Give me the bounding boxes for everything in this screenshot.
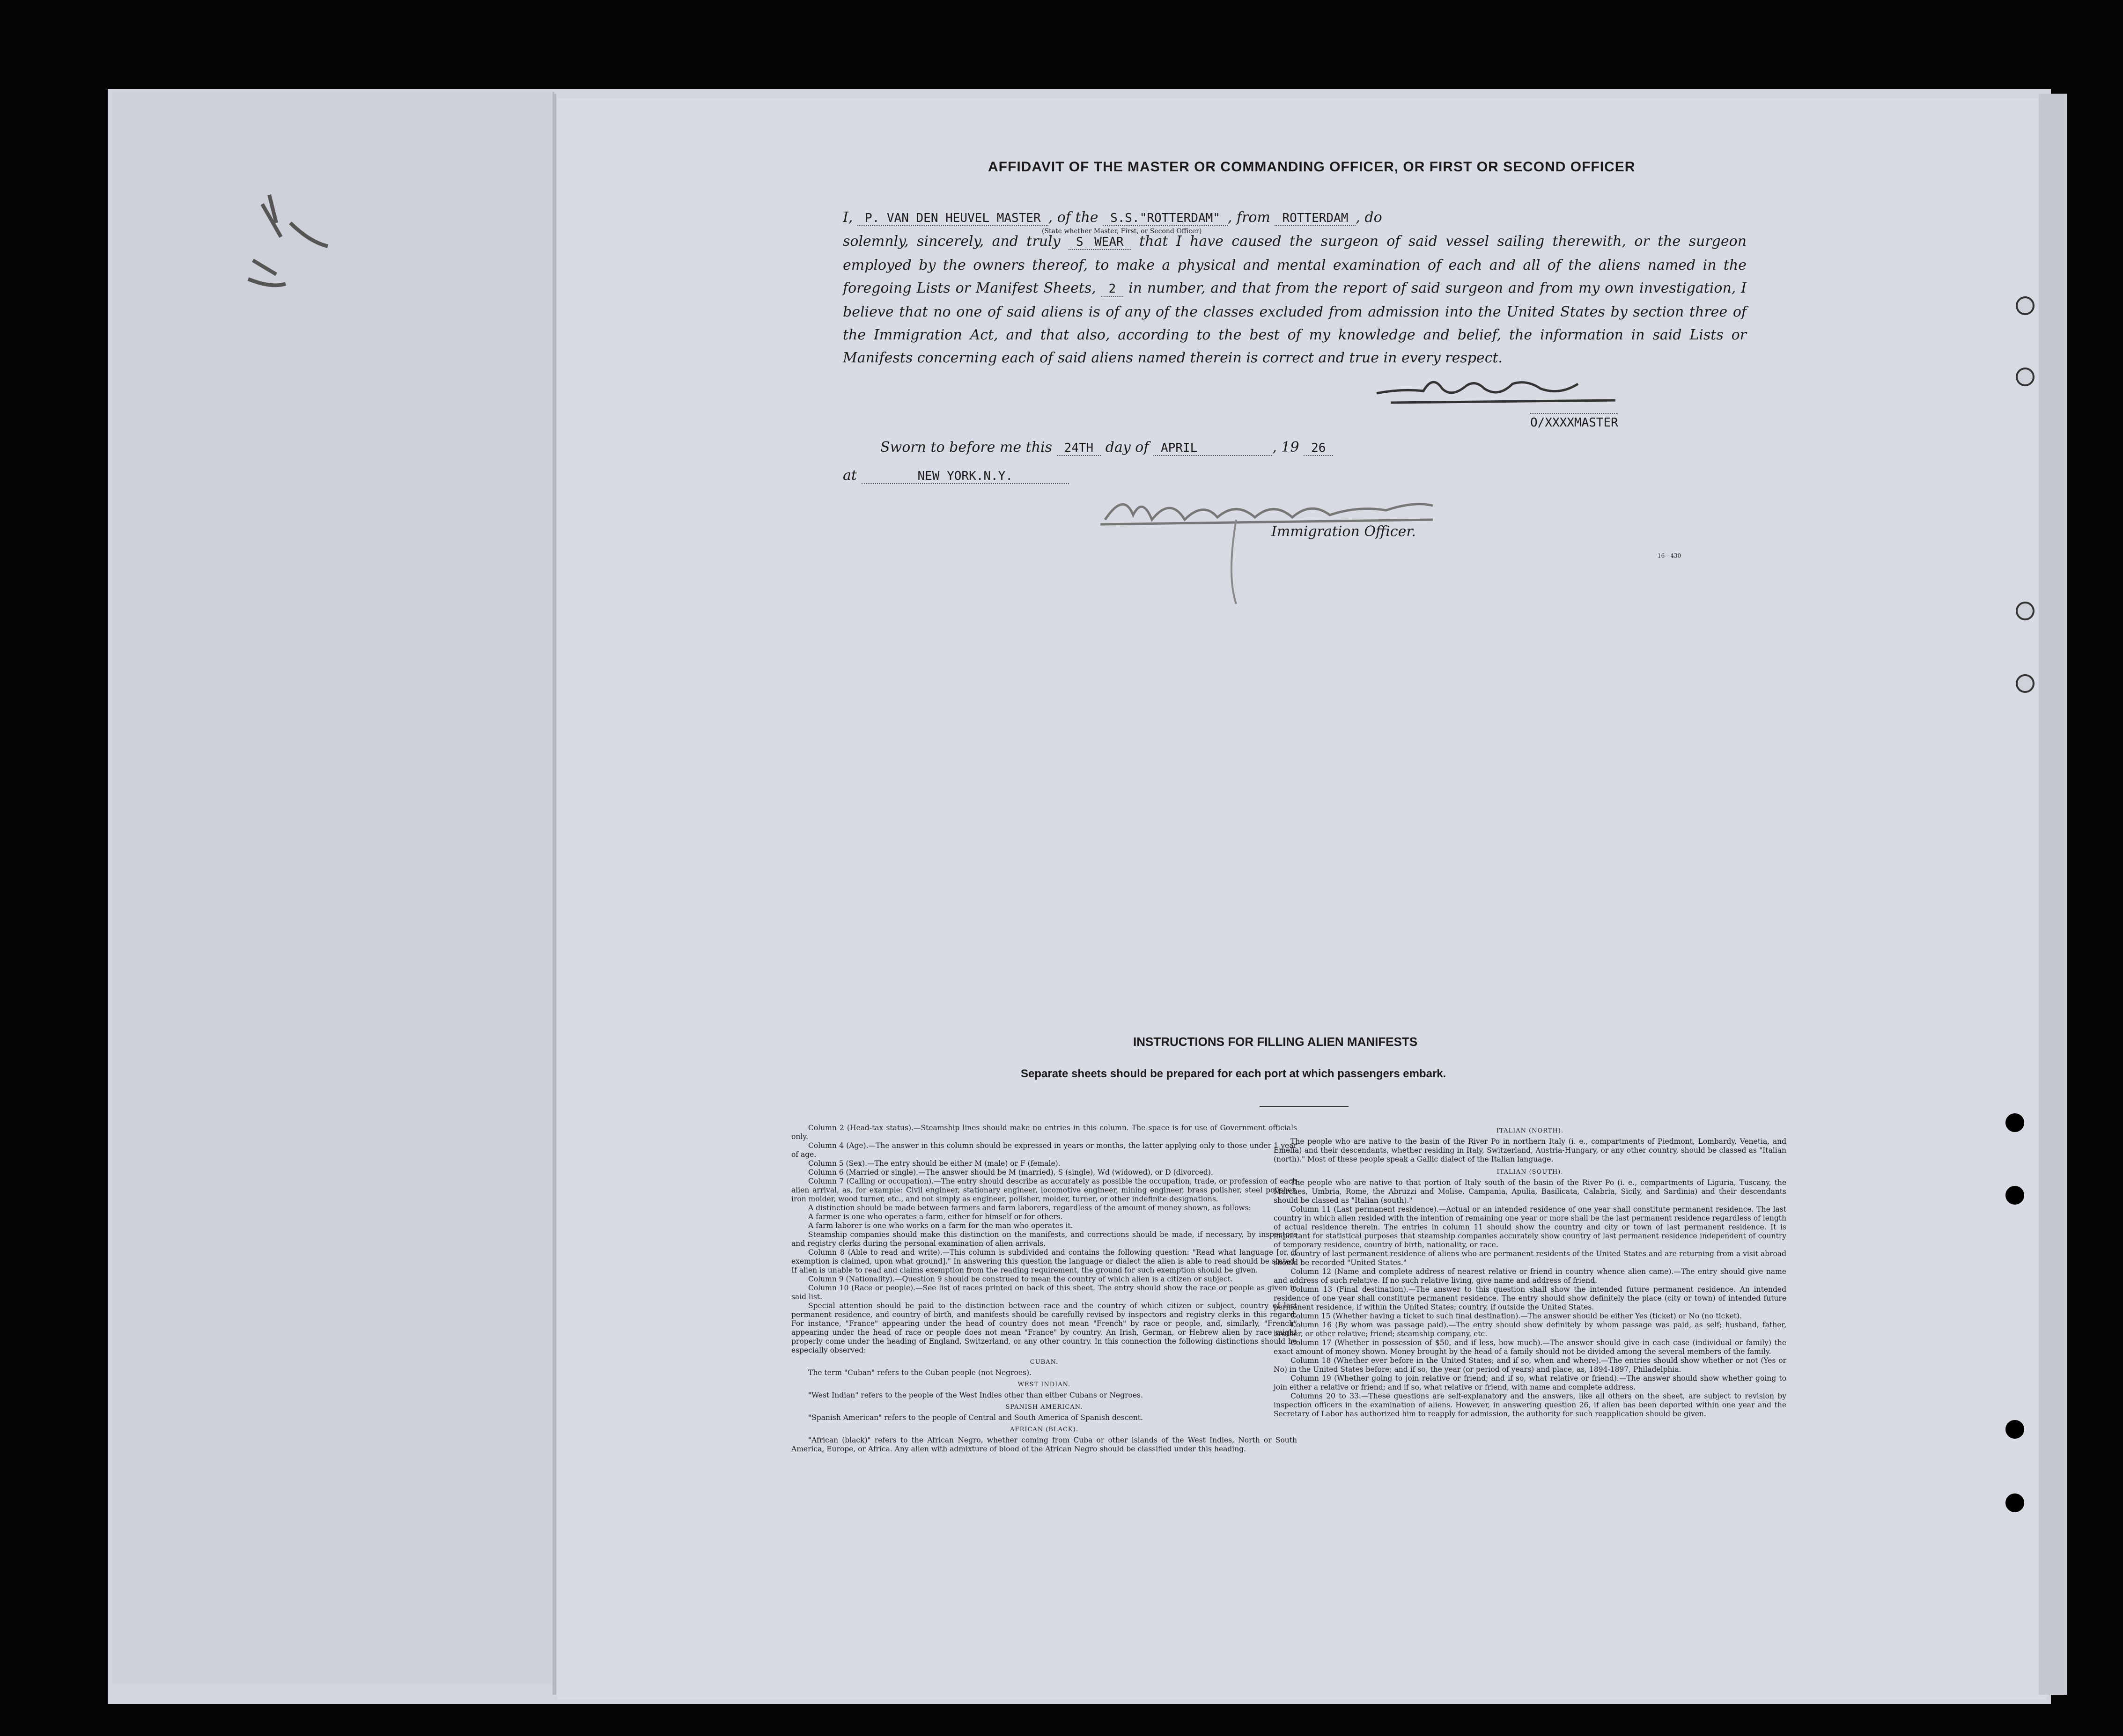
instruction-paragraph: A farmer is one who operates a farm, either for himself or for others. [808, 1213, 1063, 1221]
affidavit-text: I, [843, 209, 853, 226]
instruction-paragraph: The term "Cuban" refers to the Cuban people (not Negroes). [808, 1368, 1032, 1377]
instruction-paragraph: Column 15 (Whether having a ticket to such final destination).—The answer should be either Yes (ticket) or No (no ticket). [1290, 1312, 1742, 1320]
immigration-officer-signature [1096, 482, 1480, 609]
sheet-edge [553, 94, 556, 1695]
instruction-paragraph: Column 8 (Able to read and write).—This column is subdivided and contains the following question: "Read what language [or, if exemption is claimed, upon what ground]." In answering this question the language or dialect the alien is able to read should be stated. If alien is unable to read and claims exemption from the reading requirement, the ground for such exemption should be given. [791, 1248, 1297, 1274]
swear-field: S WEAR [1069, 235, 1131, 250]
divider [1260, 1106, 1349, 1107]
affidavit-text: , do [1356, 209, 1382, 226]
binder-hole [2005, 1493, 2024, 1512]
affidavit-text: in number, and that from the report of said surgeon and from my own investigation, I believe that no one of said aliens is of any of the classes excluded from admission into the United States by section three of the Immigration Act, and that also, according to the best of my knowledge and belief, the information in said Lists or Manifests concerning each of said aliens named therein is correct and true in every respect. [843, 280, 1747, 366]
section-heading: ITALIAN (NORTH). [1496, 1127, 1564, 1134]
instruction-paragraph: A distinction should be made between farmers and farm laborers, regardless of the amount of money shown, as follows: [808, 1204, 1251, 1212]
instruction-paragraph: Column 6 (Married or single).—The answer should be M (married), S (single), Wd (widowed), or D (divorced). [808, 1168, 1213, 1177]
immigration-officer-label: Immigration Officer. [1271, 523, 1416, 540]
instruction-paragraph: "African (black)" refers to the African Negro, whether coming from Cuba or other islands of the West Indies, North or South America, Europe, or Africa. Any alien with admixture of blood of the African Negro should be classified under this heading. [791, 1436, 1297, 1453]
instruction-paragraph: The people who are native to the basin of the River Po in northern Italy (i. e., compartments of Piedmont, Lombardy, Venetia, and Emelia) and their descendants, whether residing in Italy, Switzerland, Austria-Hungary, or any other country, should be classed as "Italian (north)." Most of these people speak a Gallic dialect of the Italian language. [1274, 1137, 1786, 1163]
section-heading: ITALIAN (SOUTH). [1496, 1169, 1563, 1176]
section-heading: WEST INDIAN. [1017, 1381, 1071, 1388]
instruction-paragraph: Column 7 (Calling or occupation).—The entry should describe as accurately as possible the occupation, trade, or profession of each alien arrival, as, for example: Civil engineer, stationary engineer, locomotive engineer, mining engineer, brass polisher, steel polisher, iron molder, wood turner, etc., and not simply as engineer, polisher, molder, turner, or other indefinite designations. [791, 1177, 1297, 1203]
affidavit-body [843, 206, 1747, 369]
instruction-paragraph: Column 10 (Race or people).—See list of races printed on back of this sheet. The entry should show the race or people as given in said list. [791, 1284, 1297, 1301]
instruction-paragraph: Column 13 (Final destination).—The answer to this question shall show the intended future permanent residence. An intended residence of one year shall constitute permanent residence. The entry should show definitely the place (city or town) of intended future permanent residence, if within the United States; country, if outside the United States. [1274, 1285, 1786, 1311]
instruction-paragraph: Column 19 (Whether going to join relative or friend; and if so, what relative or friend).—The answer should show whether going to join either a relative or friend; and if so, what relative or friend, with name and complete address. [1274, 1374, 1786, 1391]
binder-hole [2005, 1420, 2024, 1439]
sworn-day-field: 24TH [1057, 441, 1101, 456]
affidavit-title: AFFIDAVIT OF THE MASTER OR COMMANDING OFFICER, OR FIRST OR SECOND OFFICER [988, 159, 1636, 175]
binder-hole [2005, 1113, 2024, 1132]
instruction-paragraph: Column 12 (Name and complete address of nearest relative or friend in country whence alien came).—The entry should give name and address of such relative. If no such relative living, give name and address of friend. [1274, 1267, 1786, 1285]
instruction-paragraph: Column 11 (Last permanent residence).—Actual or an intended residence of one year shall constitute permanent residence. The last country in which alien resided with the intention of remaining one year or more shall be the last permanent residence regardless of length of actual residence therein. The entries in column 11 should show the country and city or town of last permanent residence. It is important for statistical purposes that steamship companies accurately show country of last permanent residence independent of country of temporary residence, country of birth, nationality, or race. [1274, 1205, 1786, 1249]
year-field: 26 [1304, 441, 1333, 456]
section-heading: CUBAN. [1030, 1359, 1059, 1366]
state-note: (State whether Master, First, or Second Officer) [1042, 228, 1202, 235]
instruction-paragraph: Column 9 (Nationality).—Question 9 should be construed to mean the country of which alien is a citizen or subject. [808, 1275, 1233, 1283]
handwritten-mark [206, 167, 346, 307]
instruction-paragraph: Steamship companies should make this distinction on the manifests, and corrections should be made, if necessary, by inspectors and registry clerks during the personal examination of alien arrivals. [791, 1230, 1297, 1248]
instruction-paragraph: Column 2 (Head-tax status).—Steamship lines should make no entries in this column. The space is for use of Government officials only. [791, 1124, 1297, 1141]
master-title: O/XXXXMASTER [1530, 413, 1618, 430]
binder-hole [2016, 602, 2035, 620]
affidavit-text: , from [1227, 209, 1270, 226]
instructions-right-column [1274, 1124, 1786, 1419]
page-edge [2039, 94, 2067, 1695]
instructions-left-column [791, 1124, 1297, 1454]
instruction-paragraph: Columns 20 to 33.—These questions are self-explanatory and the answers, like all others on the sheet, are subject to revision by inspection officers in the examination of aliens. However, in answering question 26, if alien has been deported within one year and the Secretary of Labor has authorized him to reapply for admission, the authority for such reapplication should be given. [1274, 1392, 1786, 1418]
instruction-paragraph: "Spanish American" refers to the people of Central and South America of Spanish descent. [808, 1413, 1143, 1422]
sheets-count-field: 2 [1101, 282, 1124, 297]
binder-hole [2016, 674, 2035, 693]
sworn-line [880, 439, 1333, 456]
binder-hole [2005, 1186, 2024, 1205]
binder-hole [2016, 368, 2035, 386]
place-line [843, 467, 1069, 484]
instruction-paragraph: Special attention should be paid to the distinction between race and the country of which citizen or subject, country of last permanent residence, and country of birth, and manifests should be carefully revised by inspectors and registry clerks in this regard. For instance, "France" appearing under the head of country does not mean "French" by race or people, and, similarly, "French" appearing under the head of race or people does not mean "France" by country. An Irish, German, or Hebrew alien by race might properly come under the heading of England, Switzerland, or any other country. In this connection the following distinctions should be especially observed: [791, 1302, 1297, 1354]
instruction-paragraph: A farm laborer is one who works on a farm for the man who operates it. [808, 1221, 1073, 1230]
ship-name-field: S.S."ROTTERDAM" [1103, 211, 1228, 226]
place-field: NEW YORK.N.Y. [862, 469, 1069, 484]
day-of-text: day of [1105, 439, 1149, 456]
instruction-paragraph: Column 5 (Sex).—The entry should be either M (male) or F (female). [808, 1159, 1061, 1168]
affidavit-text: solemnly, sincerely, and truly [843, 233, 1061, 250]
section-heading: AFRICAN (BLACK). [1010, 1426, 1078, 1433]
left-blank-sheet [112, 92, 554, 1684]
month-field: APRIL [1153, 441, 1272, 456]
instruction-paragraph: Column 4 (Age).—The answer in this column should be expressed in years or months, the latter applying only to those under 1 year of age. [791, 1141, 1297, 1159]
instruction-paragraph: Country of last permanent residence of aliens who are permanent residents of the United States and are returning from a visit abroad should be recorded "United States." [1274, 1250, 1786, 1267]
section-heading: SPANISH AMERICAN. [1005, 1404, 1083, 1411]
year-prefix: , 19 [1272, 439, 1299, 456]
instructions-title: INSTRUCTIONS FOR FILLING ALIEN MANIFESTS [1133, 1035, 1418, 1049]
port-field: ROTTERDAM [1275, 211, 1356, 226]
officer-name-field: P. VAN DEN HEUVEL MASTER [857, 211, 1048, 226]
instruction-paragraph: "West Indian" refers to the people of the West Indies other than either Cubans or Negroes. [808, 1391, 1143, 1399]
instruction-paragraph: Column 18 (Whether ever before in the United States; and if so, when and where).—The entries should show whether or not (Yes or No) in the United States before; and if so, the year (or period of years) and place, as, 1894-1897, Philadelphia. [1274, 1356, 1786, 1374]
binder-hole [2016, 296, 2035, 315]
instruction-paragraph: The people who are native to that portion of Italy south of the basin of the River Po (i. e., compartments of Liguria, Tuscany, the Marches, Umbria, Rome, the Abruzzi and Molise, Campania, Apulia, Basilicata, Calabria, Sicily, and Sardinia) and their descendants should be classed as "Italian (south)." [1274, 1178, 1786, 1205]
instruction-paragraph: Column 17 (Whether in possession of $50, and if less, how much).—The answer should give in each case (individual or family) the exact amount of money shown. Money brought by the head of a family should not be divided among the several members of the family. [1274, 1339, 1786, 1356]
instruction-paragraph: Column 16 (By whom was passage paid).—The entry should show definitely by whom passage was paid, as self; husband, father, brother, or other relative; friend; steamship company, etc. [1274, 1321, 1786, 1338]
at-text: at [843, 467, 857, 484]
affidavit-text: , of the [1048, 209, 1098, 226]
instructions-subtitle: Separate sheets should be prepared for each port at which passengers embark. [1021, 1067, 1446, 1080]
sworn-text: Sworn to before me this [880, 439, 1053, 456]
form-number: 16—430 [1658, 552, 1681, 559]
affidavit-text: that I have caused the surgeon of said vessel sailing therewith, or the surgeon employed by the owners thereof, to make a physical and mental examination of each and all of the aliens named in the foregoing Lists or Manifest Sheets, [843, 233, 1747, 296]
